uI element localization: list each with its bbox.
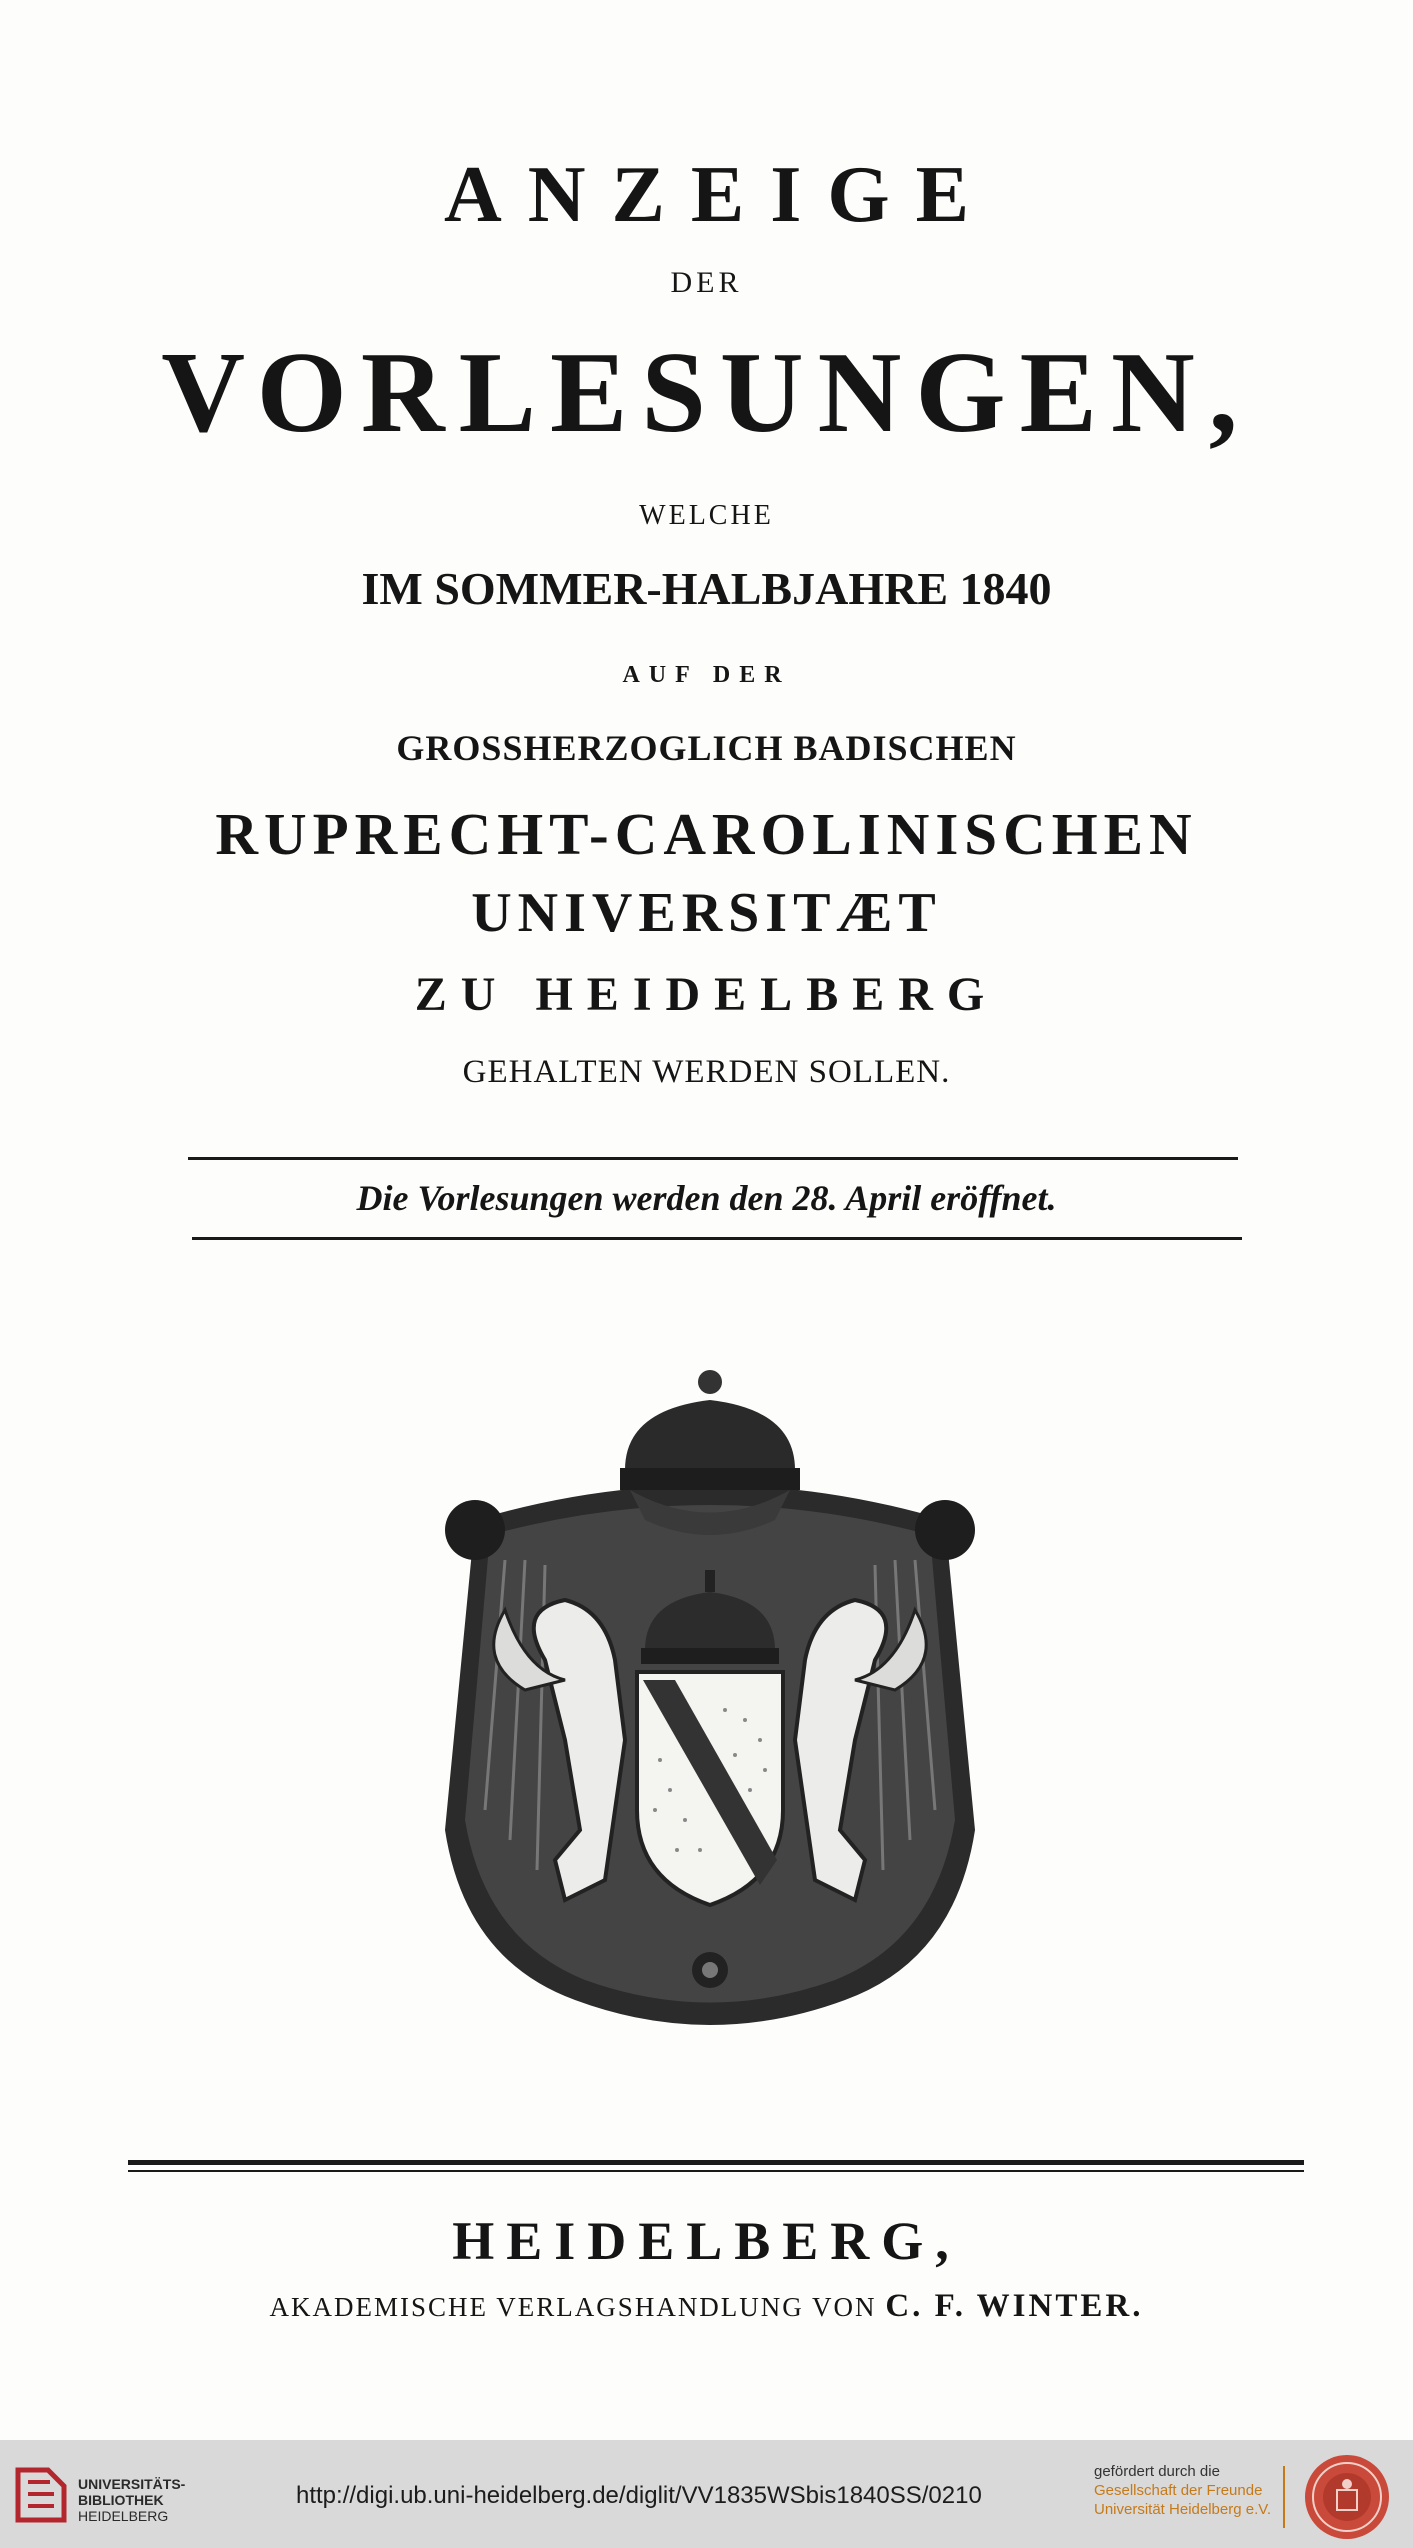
library-name xyxy=(78,2476,185,2524)
sponsor-text xyxy=(1094,2462,1271,2519)
publisher-prefix: AKADEMISCHE VERLAGSHANDLUNG VON xyxy=(269,2292,877,2322)
sponsor-line2: Gesellschaft der Freunde xyxy=(1094,2482,1263,2499)
title-zu-heidelberg: ZU HEIDELBERG xyxy=(414,968,999,1021)
title-ruprecht: RUPRECHT-CAROLINISCHEN xyxy=(215,801,1198,867)
rule-below-note xyxy=(192,1237,1242,1240)
double-rule-bottom xyxy=(128,2170,1304,2172)
university-library-logo-icon[interactable] xyxy=(14,2462,68,2526)
footer-divider xyxy=(1283,2466,1285,2528)
publisher-name: C. F. WINTER. xyxy=(885,2288,1144,2324)
title-welche: WELCHE xyxy=(639,500,774,531)
library-name-line2: BIBLIOTHEK xyxy=(78,2492,164,2508)
title-grossherzoglich: GROSSHERZOGLICH BADISCHEN xyxy=(396,728,1017,768)
title-semester: IM SOMMER-HALBJAHRE 1840 xyxy=(361,563,1052,614)
sponsor-line3: Universität Heidelberg e.V. xyxy=(1094,2501,1272,2518)
title-der: DER xyxy=(670,266,743,299)
title-anzeige: ANZEIGE xyxy=(444,151,995,239)
imprint-place: HEIDELBERG, xyxy=(452,2211,961,2271)
sponsor-line1: gefördert durch die xyxy=(1094,2463,1220,2480)
title-gehalten: GEHALTEN WERDEN SOLLEN. xyxy=(462,1054,951,1090)
title-vorlesungen: VORLESUNGEN, xyxy=(161,329,1252,457)
imprint-publisher xyxy=(0,2290,1413,2323)
double-rule-top xyxy=(128,2160,1304,2165)
rule-above-note xyxy=(188,1157,1238,1160)
title-auf-der: AUF DER xyxy=(622,662,791,688)
digitization-footer xyxy=(0,2440,1413,2548)
opening-note: Die Vorlesungen werden den 28. April eröffnet. xyxy=(356,1178,1057,1218)
permalink-url[interactable]: http://digi.ub.uni-heidelberg.de/diglit/VV1835WSbis1840SS/0210 xyxy=(296,2482,982,2509)
library-name-line1: UNIVERSITÄTS- xyxy=(78,2476,186,2492)
university-seal-icon[interactable] xyxy=(1302,2452,1392,2542)
title-universitaet: UNIVERSITÆT xyxy=(471,882,942,944)
coat-of-arms-icon xyxy=(415,1360,1005,2040)
library-name-line3: HEIDELBERG xyxy=(78,2508,169,2524)
